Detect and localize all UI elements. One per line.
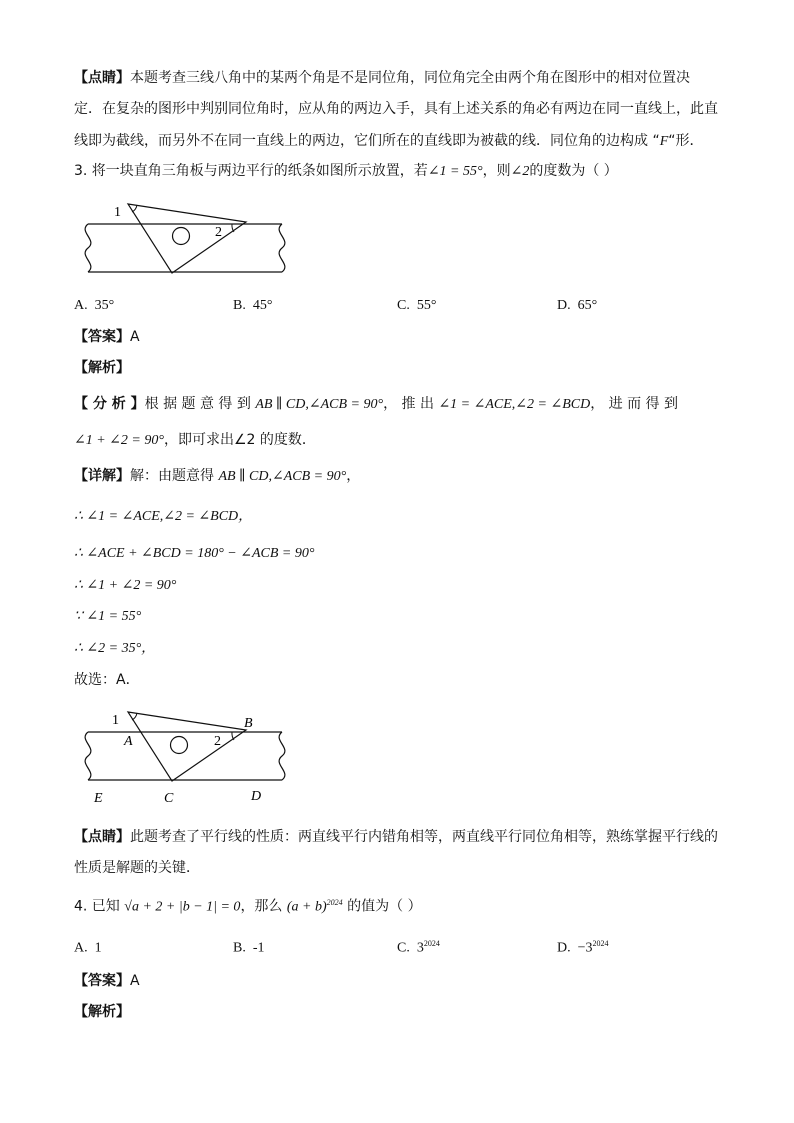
dianjing-paragraph-line-2 <box>74 99 718 119</box>
dianjing-f-letter: F <box>659 134 669 149</box>
label-point-d: D <box>251 789 262 804</box>
angle-1-arc <box>132 205 137 212</box>
option-value: 35° <box>94 298 115 313</box>
fenxi-math: ∠1 = ∠ACE,∠2 = ∠BCD <box>438 397 591 412</box>
label-point-a: A <box>124 734 133 749</box>
option-exponent: 2024 <box>423 939 440 948</box>
xiangjie-text: 解：由题意得 <box>130 468 219 484</box>
q4-stem-text: ，那么 <box>240 898 287 915</box>
xiangjie-math: AB ∥ CD,∠ACB = 90° <box>218 469 347 484</box>
q4-option-c[interactable] <box>397 934 440 959</box>
fenxi-text: 根 据 题 意 得 到 <box>144 396 256 412</box>
answer-value: A <box>130 973 140 989</box>
q3-fenxi-line-2 <box>74 430 316 451</box>
q3-option-c[interactable] <box>397 296 436 316</box>
dianjing-text: 定．在复杂的图形中判别同位角时，应从角的两边入手，具有上述关系的角必有两边在同一直线上，此直 <box>74 101 718 117</box>
option-value: 1 <box>94 940 102 956</box>
option-value: 55° <box>416 298 437 313</box>
q3-step-5: ∴ ∠2 = 35°， <box>74 641 156 656</box>
q3-stem-text: ，则 <box>482 163 511 179</box>
q4-option-d[interactable] <box>557 934 609 959</box>
option-value: −3 <box>577 940 593 956</box>
answer-value: A <box>130 329 140 345</box>
option-letter: C. <box>397 298 410 313</box>
dianjing-text: “形． <box>668 133 704 149</box>
dianjing-paragraph-line-3 <box>74 131 704 152</box>
dianjing2-line-1 <box>74 827 718 847</box>
answer-tag: 【答案】 <box>74 329 130 345</box>
strip-right-tear <box>279 224 285 272</box>
q3-option-a[interactable] <box>74 296 114 316</box>
strip-right-tear <box>279 732 285 780</box>
question-3-solution-figure <box>74 702 294 812</box>
fenxi-text: ， 进 而 得 到 <box>590 396 679 412</box>
xiangjie-text: ， <box>346 468 361 484</box>
question-3-figure <box>74 192 294 282</box>
q3-step-4: ∵ ∠1 = 55° <box>74 609 142 624</box>
label-angle-2: 2 <box>214 734 221 749</box>
option-exponent: 2024 <box>592 939 609 948</box>
option-letter: B. <box>233 940 246 956</box>
xiangjie-tag: 【详解】 <box>74 468 130 484</box>
option-letter: A. <box>74 940 88 956</box>
dianjing-text: 性质是解题的关键． <box>74 860 200 876</box>
q4-stem-text: 的值为（ ） <box>342 898 422 915</box>
label-angle-1: 1 <box>114 205 121 220</box>
strip-left-tear <box>85 224 91 272</box>
question-4-stem <box>74 893 422 918</box>
q3-option-b[interactable] <box>233 296 272 316</box>
q4-option-b[interactable] <box>233 934 265 959</box>
option-letter: C. <box>397 940 410 956</box>
q3-fenxi-line-1 <box>74 394 678 415</box>
q3-stem-text: 的度数为（ ） <box>529 163 618 179</box>
dianjing-tag: 【点睛】 <box>74 70 130 86</box>
label-point-b: B <box>244 716 253 731</box>
option-letter: B. <box>233 298 246 313</box>
q3-choose: 故选：A． <box>74 672 140 688</box>
angle-1-arc <box>132 713 137 720</box>
option-value: 65° <box>577 298 598 313</box>
q4-stem-exponent: 2024 <box>326 898 343 907</box>
analysis-tag: 【解析】 <box>74 1004 130 1020</box>
q3-option-d[interactable] <box>557 296 597 316</box>
option-value: -1 <box>252 940 265 956</box>
ruler-hole <box>173 228 190 245</box>
q3-step-1: ∴ ∠1 = ∠ACE,∠2 = ∠BCD， <box>74 509 253 524</box>
q3-step-3: ∴ ∠1 + ∠2 = 90° <box>74 578 177 593</box>
answer-tag: 【答案】 <box>74 973 130 989</box>
q4-answer <box>74 971 140 991</box>
q3-step-2: ∴ ∠ACE + ∠BCD = 180° − ∠ACB = 90° <box>74 546 315 561</box>
label-angle-2: 2 <box>215 225 222 240</box>
option-letter: A. <box>74 298 88 313</box>
analysis-tag: 【解析】 <box>74 360 130 376</box>
fenxi-tag: 【 分 析 】 <box>74 396 145 412</box>
q4-option-a[interactable] <box>74 934 102 959</box>
ruler-hole <box>171 737 188 754</box>
strip-left-tear <box>85 732 91 780</box>
q4-stem-math: √a + 2 + |b − 1| = 0 <box>124 899 241 915</box>
fenxi-math: AB ∥ CD,∠ACB = 90° <box>255 397 384 412</box>
q3-answer <box>74 327 140 347</box>
dianjing-text: 此题考查了平行线的性质：两直线平行内错角相等，两直线平行同位角相等，熟练掌握平行线的 <box>130 829 718 845</box>
q3-analysis-heading <box>74 358 130 378</box>
q4-stem-math: (a + b) <box>286 899 327 915</box>
question-3-stem <box>74 161 618 182</box>
dianjing-text: 线即为截线，而另外不在同一直线上的两边，它们所在的直线即为被截的线．同位角的边构成 “ <box>74 133 660 149</box>
dianjing-text: 本题考查三线八角中的某两个角是不是同位角，同位角完全由两个角在图形中的相对位置决 <box>130 70 690 86</box>
q4-analysis-heading <box>74 1002 130 1022</box>
q3-stem-math: ∠1 = 55° <box>427 164 483 179</box>
option-letter: D. <box>557 940 571 956</box>
q3-xiangjie-line <box>74 466 360 487</box>
option-letter: D. <box>557 298 571 313</box>
dianjing2-line-2 <box>74 858 200 878</box>
q3-stem-text: 3. 将一块直角三角板与两边平行的纸条如图所示放置，若 <box>74 163 428 179</box>
label-angle-1: 1 <box>112 713 119 728</box>
label-point-c: C <box>164 791 174 806</box>
label-point-e: E <box>94 791 103 806</box>
option-value: 3 <box>416 940 424 956</box>
dianjing-paragraph-line-1 <box>74 68 690 88</box>
dianjing-tag: 【点睛】 <box>74 829 130 845</box>
fenxi-text: ， 推 出 <box>383 396 439 412</box>
option-value: 45° <box>252 298 273 313</box>
triangle-ruler <box>128 204 246 273</box>
fenxi-text: ，即可求出∠2 的度数． <box>163 432 316 448</box>
q3-stem-math: ∠2 <box>510 164 530 179</box>
q4-stem-text: 4. 已知 <box>74 898 125 915</box>
fenxi-math: ∠1 + ∠2 = 90° <box>74 433 164 448</box>
